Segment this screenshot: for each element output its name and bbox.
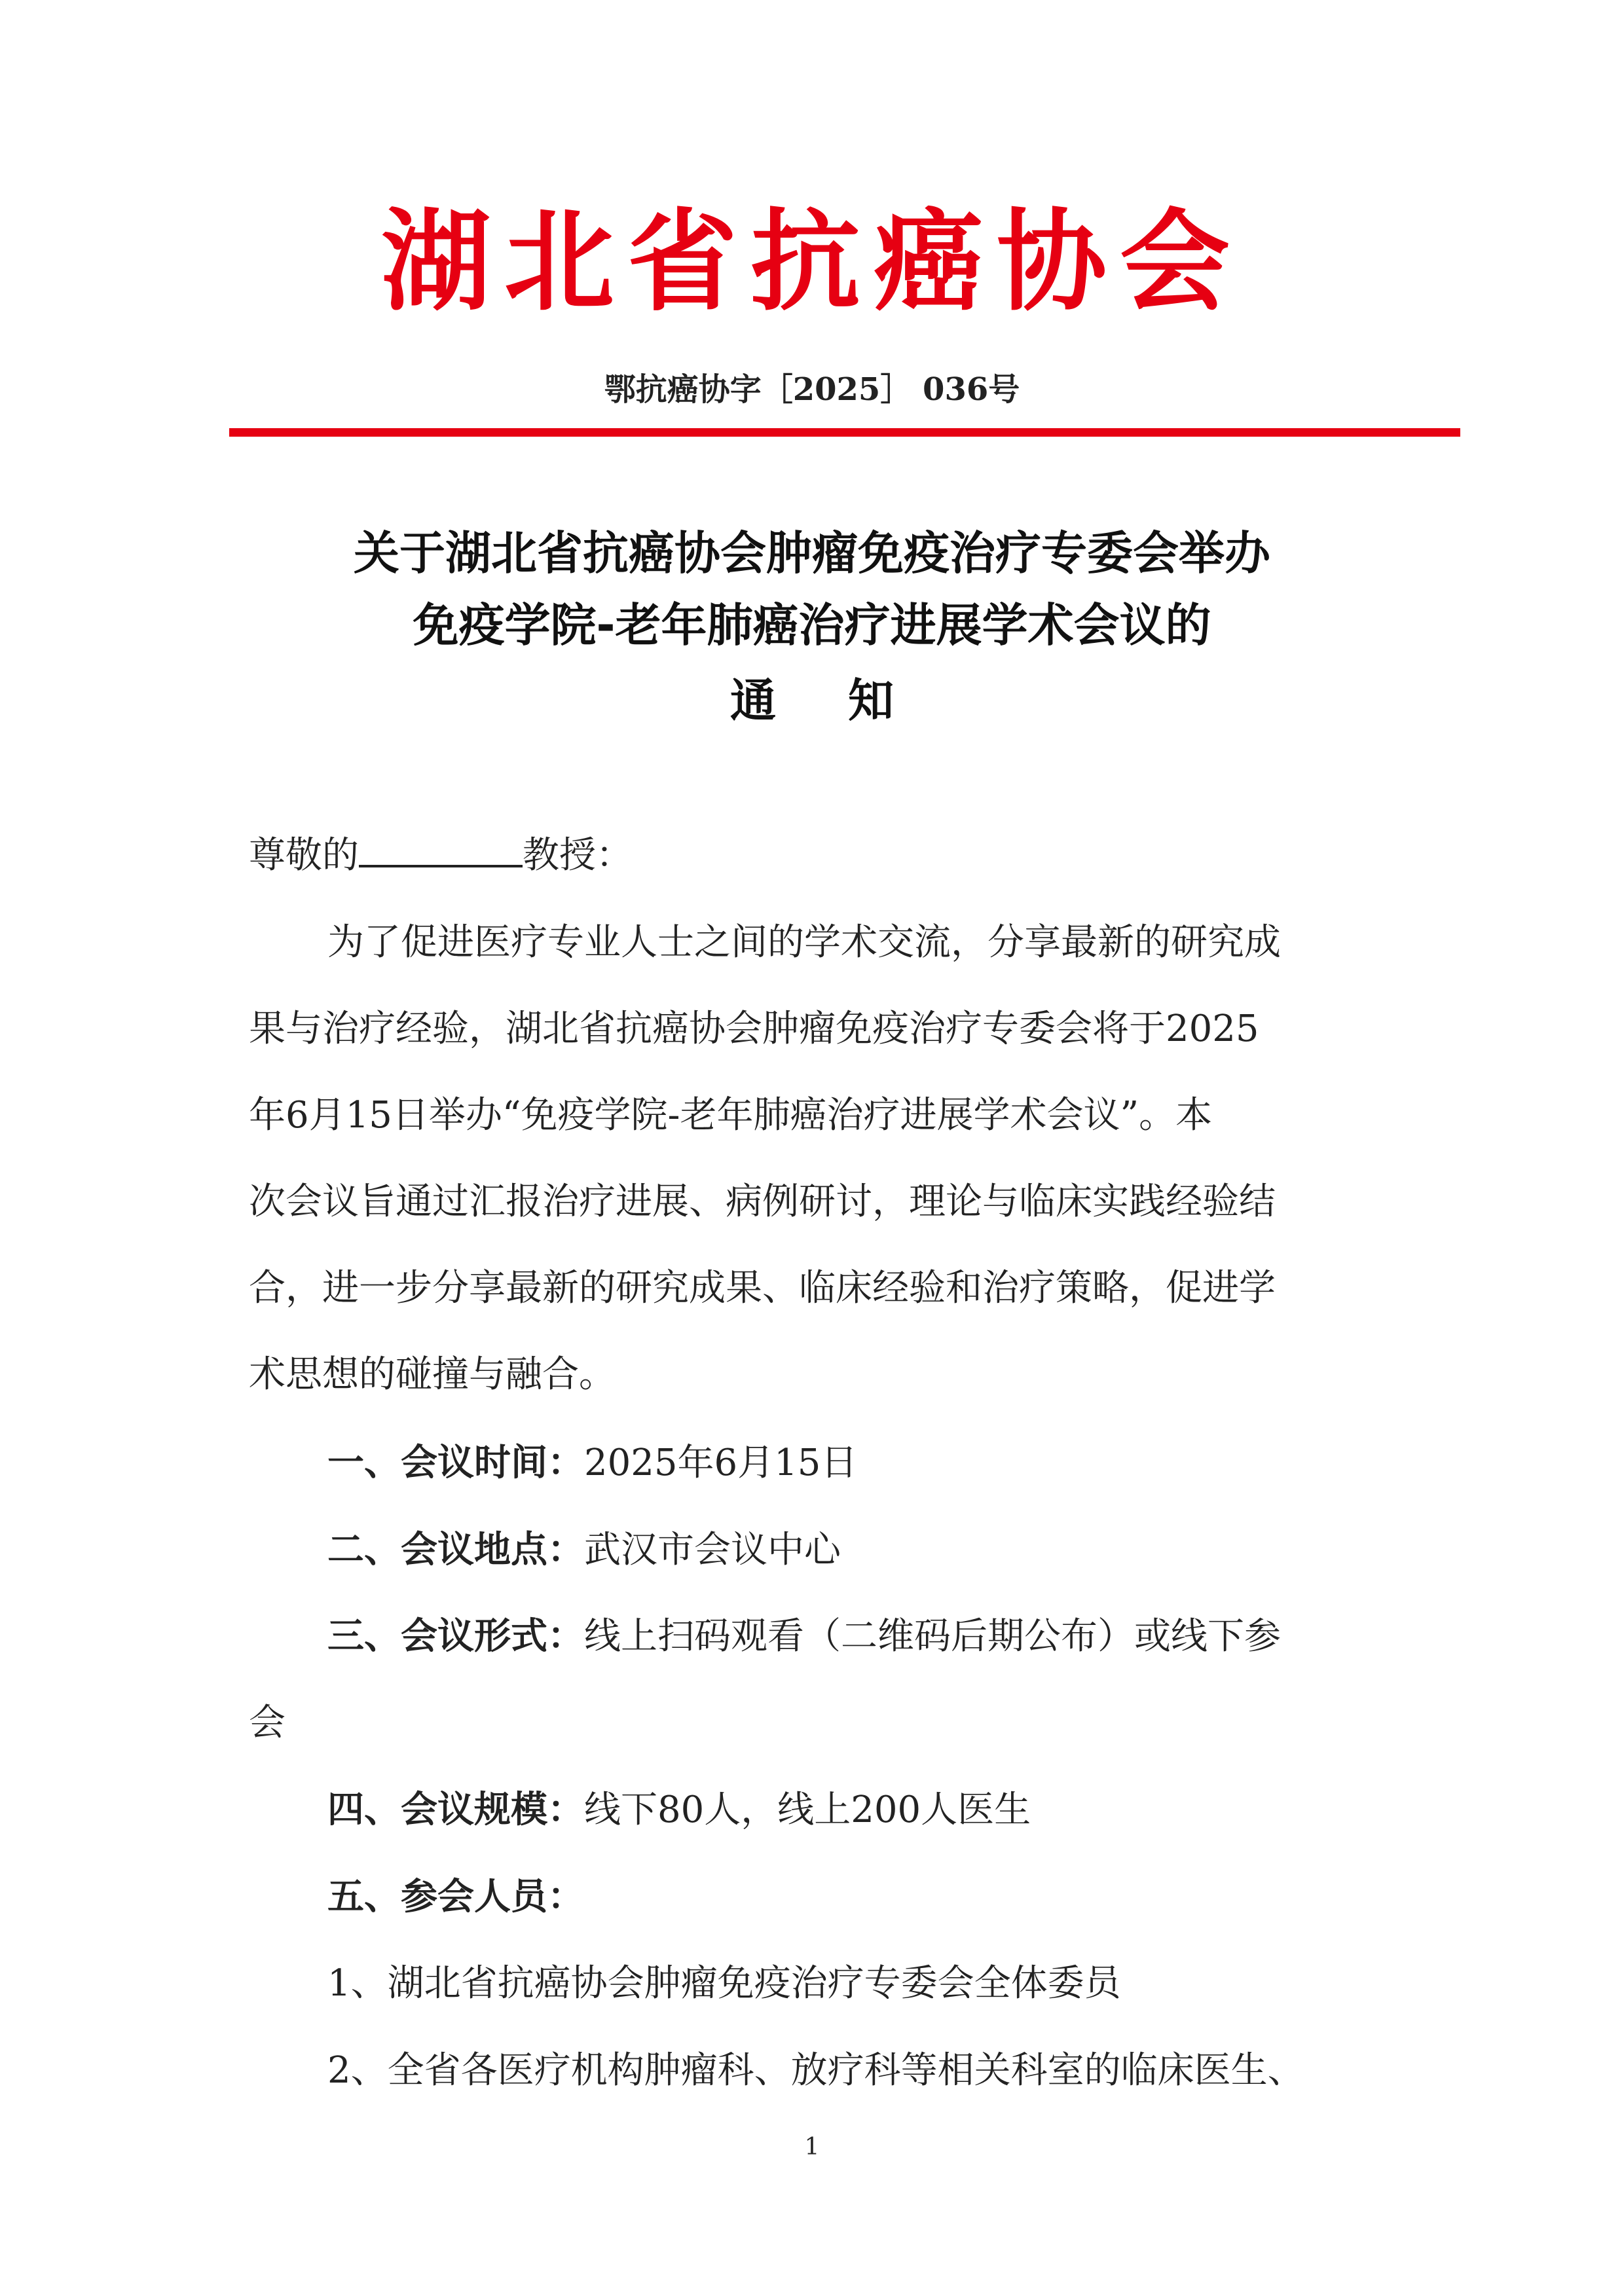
- paragraph-line-5: 合，进一步分享最新的研究成果、临床经验和治疗策略，促进学: [249, 1267, 1276, 1309]
- salutation-suffix: 教授：: [523, 834, 633, 877]
- notice-title-line-2: 免疫学院-老年肺癌治疗进展学术会议的: [413, 598, 1211, 652]
- meeting-place-label: 二、会议地点：: [327, 1529, 584, 1571]
- attendee-item-2: 2、全省各医疗机构肿瘤科、放疗科等相关科室的临床医生、: [327, 2049, 1304, 2092]
- paragraph-line-2: 果与治疗经验，湖北省抗癌协会肿瘤免疫治疗专委会将于2025: [249, 1008, 1259, 1050]
- meeting-place: [327, 1524, 1375, 1576]
- salutation-prefix: 尊敬的: [249, 834, 359, 877]
- page-number: 1: [804, 2134, 820, 2160]
- attendees-label: 五、参会人员：: [327, 1876, 584, 1918]
- salutation: [249, 828, 1375, 882]
- meeting-scale-label: 四、会议规模：: [327, 1789, 584, 1831]
- notice-title-line-1: 关于湖北省抗癌协会肿瘤免疫治疗专委会举办: [354, 526, 1270, 580]
- paragraph-line-3: 年6月15日举办“免疫学院-老年肺癌治疗进展学术会议”。本: [249, 1094, 1213, 1137]
- meeting-time-value: 2025年6月15日: [584, 1442, 858, 1484]
- meeting-time-label: 一、会议时间：: [327, 1442, 584, 1484]
- attendee-item-1: 1、湖北省抗癌协会肿瘤免疫治疗专委会全体委员: [327, 1962, 1121, 2005]
- red-header-rule: [229, 428, 1460, 437]
- organization-title: 湖北省抗癌协会: [381, 198, 1243, 326]
- document-number: 鄂抗癌协字［2025］ 036号: [604, 371, 1020, 408]
- name-blank: [359, 828, 523, 867]
- meeting-time: [327, 1437, 1375, 1489]
- meeting-format-label: 三、会议形式：: [327, 1615, 584, 1658]
- paragraph-line-4: 次会议旨通过汇报治疗进展、病例研讨，理论与临床实践经验结: [249, 1180, 1276, 1223]
- paragraph-line-1: 为了促进医疗专业人士之间的学术交流，分享最新的研究成: [327, 921, 1281, 964]
- meeting-scale: [327, 1784, 1375, 1836]
- attendees-heading: [327, 1871, 1375, 1923]
- meeting-format-value: 线上扫码观看（二维码后期公布）或线下参: [584, 1615, 1281, 1658]
- meeting-format-continuation: 会: [249, 1702, 286, 1744]
- notice-title-line-3: 通知: [730, 674, 966, 727]
- meeting-format: [327, 1611, 1375, 1663]
- meeting-place-value: 武汉市会议中心: [584, 1529, 841, 1571]
- meeting-scale-value: 线下80人，线上200人医生: [584, 1789, 1031, 1831]
- paragraph-line-6: 术思想的碰撞与融合。: [249, 1353, 616, 1396]
